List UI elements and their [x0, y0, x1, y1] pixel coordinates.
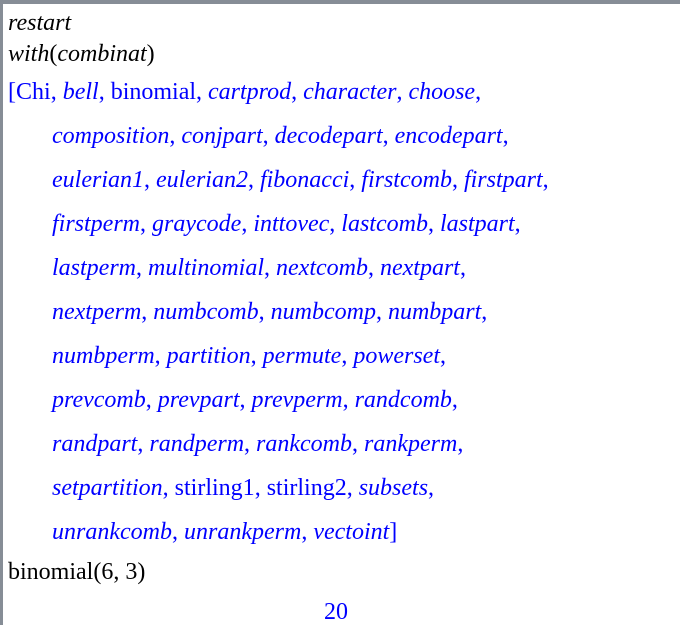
output-combinat-list-row-10-token: subsets: [358, 475, 429, 501]
output-combinat-list-row-6-token: ,: [141, 299, 154, 325]
window-top-border: [0, 0, 680, 4]
input-restart: [8, 8, 680, 39]
output-combinat-list-row-3-token: ,: [451, 167, 464, 193]
output-combinat-list-row-7-token: partition: [166, 343, 251, 369]
output-combinat-list-row-3-token: firstcomb: [361, 167, 452, 193]
window-left-border: [0, 3, 3, 625]
output-combinat-list-row-6-token: numbpart: [387, 299, 482, 325]
output-combinat-list-row-2-token: conjpart: [181, 123, 263, 149]
output-combinat-list-row-4-token: graycode: [152, 211, 242, 237]
output-combinat-list-row-8-token: randcomb: [354, 387, 452, 413]
output-combinat-list-row-8-token: prevcomb: [52, 387, 146, 413]
worksheet: [8, 8, 680, 634]
output-combinat-list-row-6-token: numbcomb: [153, 299, 259, 325]
output-combinat-list-row-3-token: ,: [143, 167, 156, 193]
output-combinat-list-row-9-token: rankperm: [364, 431, 458, 457]
output-combinat-list-row-4-token: firstperm: [52, 211, 141, 237]
output-combinat-list-row-4-token: lastpart: [439, 211, 515, 237]
output-combinat-list-row-1-token: ,: [98, 79, 111, 105]
output-combinat-list-row-2-token: encodepart: [394, 123, 503, 149]
output-combinat-list-row-4-token: ,: [241, 211, 254, 237]
output-combinat-list-row-11: [8, 510, 680, 554]
output-combinat-list-row-8-token: prevperm: [251, 387, 343, 413]
input-with-combinat: [8, 39, 680, 70]
output-combinat-list-row-1-token: Chi: [16, 79, 51, 105]
output-combinat-list-row-7-token: powerset: [353, 343, 440, 369]
output-combinat-list-row-10-token: ,: [162, 475, 175, 501]
output-combinat-list-row-9-token: rankcomb: [256, 431, 353, 457]
input-with-combinat-token: ): [146, 41, 155, 67]
output-combinat-list-row-10-token: ,: [428, 475, 435, 501]
output-combinat-list-row-10-token: stirling1: [174, 475, 255, 501]
output-combinat-list-row-3-token: ,: [247, 167, 260, 193]
output-combinat-list-row-3-token: ,: [542, 167, 549, 193]
output-combinat-list-row-1: [8, 70, 680, 114]
output-combinat-list-row-8-token: ,: [342, 387, 355, 413]
output-combinat-list-row-7-token: ,: [440, 343, 446, 369]
output-combinat-list-row-6-token: numbcomp: [270, 299, 376, 325]
output-combinat-list-row-3-token: firstpart: [463, 167, 543, 193]
output-combinat-list-row-6-token: ,: [258, 299, 271, 325]
output-combinat-list-row-1-token: ,: [196, 79, 209, 105]
output-combinat-list-row-3-token: eulerian1: [52, 167, 144, 193]
output-combinat-list-row-4-token: inttovec: [253, 211, 330, 237]
output-combinat-list-row-6-token: ,: [481, 299, 488, 325]
input-with-combinat-token: with: [8, 41, 50, 67]
output-combinat-list-row-10-token: ,: [254, 475, 267, 501]
output-combinat-list-row-7-token: permute: [262, 343, 342, 369]
output-combinat-list-row-6-token: nextperm: [52, 299, 142, 325]
output-combinat-list-row-1-token: character: [303, 79, 397, 105]
output-combinat-list-row-7: [8, 334, 680, 378]
output-binomial-result: [8, 590, 680, 634]
output-combinat-list-row-1-token: ,: [50, 79, 63, 105]
output-combinat-list-row-8-token: prevpart: [157, 387, 240, 413]
output-combinat-list-row-5-token: multinomial: [148, 255, 265, 281]
input-binomial-6-3-token: binomial: [8, 559, 94, 585]
output-combinat-list-row-4: [8, 202, 680, 246]
output-combinat-list-row-10-token: ,: [346, 475, 359, 501]
output-combinat-list-row-1-token: choose: [408, 79, 476, 105]
output-combinat-list-row-3-token: eulerian2: [155, 167, 248, 193]
output-combinat-list-row-4-token: ,: [140, 211, 153, 237]
output-combinat-list-row-4-token: ,: [514, 211, 521, 237]
output-combinat-list-row-10-token: stirling2: [266, 475, 347, 501]
output-combinat-list-row-2-token: composition: [52, 123, 170, 149]
output-combinat-list-row-1-token: cartprod: [208, 79, 292, 105]
output-combinat-list-row-8-token: ,: [145, 387, 158, 413]
output-combinat-list-row-5-token: ,: [264, 255, 277, 281]
output-combinat-list-row-7-token: ,: [154, 343, 167, 369]
output-combinat-list-row-5-token: lastperm: [52, 255, 136, 281]
output-combinat-list-row-7-token: numbperm: [52, 343, 155, 369]
output-combinat-list-row-1-token: ,: [291, 79, 304, 105]
output-combinat-list-row-2: [8, 114, 680, 158]
output-combinat-list-row-11-token: ,: [301, 519, 314, 545]
output-combinat-list-row-9-token: ,: [352, 431, 365, 457]
output-combinat-list-row-9: [8, 422, 680, 466]
output-combinat-list-row-10: [8, 466, 680, 510]
output-combinat-list-row-1-token: bell: [62, 79, 99, 105]
output-combinat-list-row-4-token: ,: [427, 211, 440, 237]
output-combinat-list-row-10-token: setpartition: [52, 475, 163, 501]
output-combinat-list-row-8-token: ,: [239, 387, 252, 413]
output-combinat-list-row-11-token: vectoint: [313, 519, 390, 545]
output-combinat-list-row-5-token: ,: [367, 255, 380, 281]
output-combinat-list-row-8-token: ,: [451, 387, 458, 413]
output-combinat-list-row-2-token: ,: [382, 123, 395, 149]
output-combinat-list-row-9-token: randpart: [52, 431, 138, 457]
output-combinat-list-row-2-token: decodepart: [274, 123, 383, 149]
input-restart-token: restart: [8, 10, 72, 36]
output-combinat-list-row-6: [8, 290, 680, 334]
output-combinat-list-row-5: [8, 246, 680, 290]
output-combinat-list-row-7-token: ,: [250, 343, 263, 369]
output-combinat-list-row-1-token: [: [8, 79, 16, 105]
input-binomial-6-3: [8, 554, 680, 590]
output-combinat-list-row-5-token: nextpart: [379, 255, 460, 281]
output-combinat-list-row-8: [8, 378, 680, 422]
output-combinat-list-row-1-token: ,: [475, 79, 482, 105]
input-binomial-6-3-token: ): [137, 559, 146, 585]
input-with-combinat-token: combinat: [57, 41, 147, 67]
output-combinat-list-row-7-token: ,: [341, 343, 354, 369]
input-binomial-6-3-token: (: [93, 559, 102, 585]
output-combinat-list-row-11-token: unrankcomb: [52, 519, 172, 545]
output-combinat-list-row-9-token: ,: [457, 431, 464, 457]
output-combinat-list-row-5-token: ,: [459, 255, 466, 281]
output-combinat-list-row-5-token: ,: [136, 255, 148, 281]
input-with-combinat-token: (: [49, 41, 58, 67]
output-combinat-list-row-4-token: ,: [329, 211, 342, 237]
output-combinat-list-row-6-token: ,: [375, 299, 388, 325]
output-combinat-list-row-11-token: unrankperm: [183, 519, 302, 545]
output-combinat-list-row-3-token: ,: [349, 167, 362, 193]
output-combinat-list-row-2-token: ,: [502, 123, 509, 149]
output-binomial-result-token: 20: [324, 599, 348, 625]
input-binomial-6-3-token: 6, 3: [101, 559, 138, 585]
output-combinat-list-row-11-token: ]: [389, 519, 398, 545]
output-combinat-list-row-9-token: randperm: [149, 431, 245, 457]
output-combinat-list-row-11-token: ,: [171, 519, 184, 545]
output-combinat-list-row-3: [8, 158, 680, 202]
output-combinat-list-row-9-token: ,: [137, 431, 150, 457]
output-combinat-list-row-2-token: ,: [262, 123, 275, 149]
output-combinat-list-row-4-token: lastcomb: [341, 211, 428, 237]
output-combinat-list-row-2-token: ,: [169, 123, 182, 149]
output-combinat-list-row-5-token: nextcomb: [276, 255, 368, 281]
output-combinat-list-row-1-token: binomial: [110, 79, 197, 105]
output-combinat-list-row-1-token: ,: [396, 79, 409, 105]
output-combinat-list-row-3-token: fibonacci: [259, 167, 350, 193]
output-combinat-list-row-9-token: ,: [244, 431, 257, 457]
